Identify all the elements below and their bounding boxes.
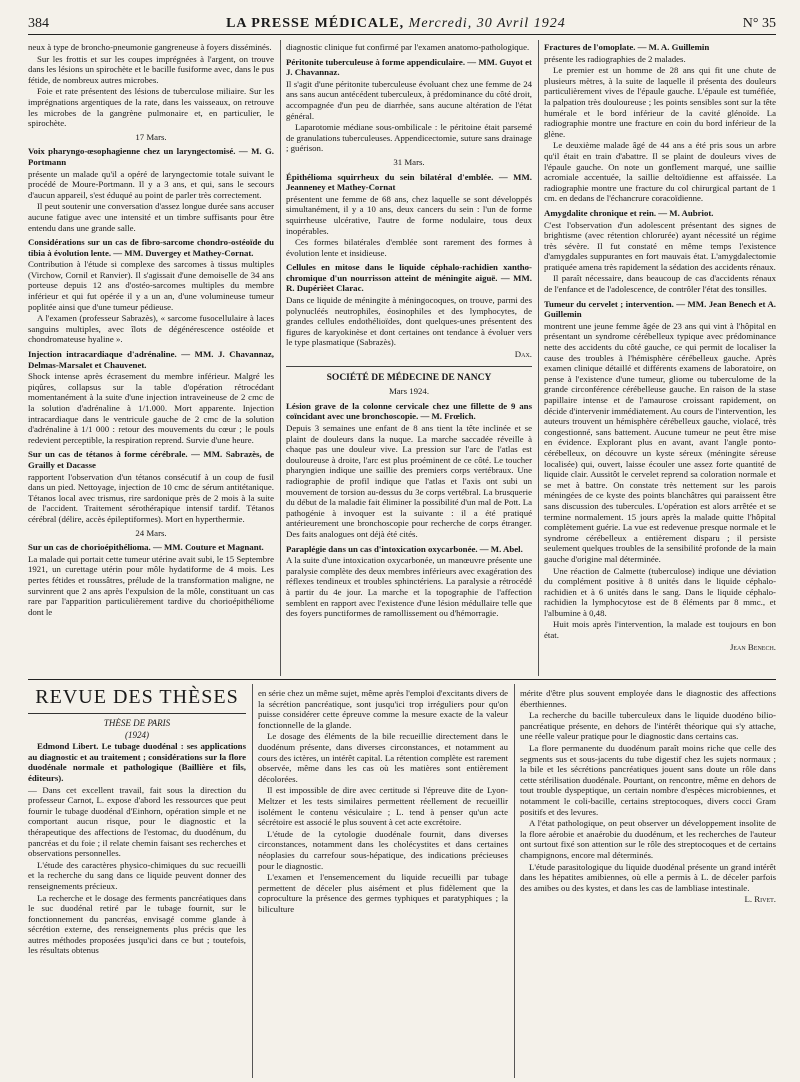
paragraph: Huit mois après l'intervention, la malade est toujours en bon état. [544,619,776,641]
paragraph: — Dans cet excellent travail, fait sous la direction du professeur Carnot, L. expose d'abord les ressources que peut fournir le tubage duodénal d'Einhorn, opération simple et ne comportant aucun risque, pour le diagnostic et la thérapeutique des affections de l'estomac, du duodénum, du pancréas et du foie ; il relate chemin faisant ses recherches et observations personnelles. [28,784,246,859]
article-heading: Sur un cas de tétanos à forme cérébrale. — MM. Sabrazès, de Grailly et Dacasse [28,449,274,470]
paragraph: présentent une femme de 68 ans, chez laquelle se sont développés simultanément, il y a 10 ans, deux cancers du sein : l'un de forme squirrheuse ulcérative, l'autre de forme nodulaire, tous deux inopérables. [286,193,532,236]
thesis-reference: Edmond Libert. Le tubage duodénal : ses applications au diagnostic et au traitement ; considérations sur la flore duodénale normale et pathologique (Baillière et fils, éditeurs). [28,741,246,783]
paragraph: montrent une jeune femme âgée de 23 ans qui vint à l'hôpital en présentant un syndrome cérébelleux typique avec prédominance nette des accidents du côté gauche, ce qui permit de localiser la cause des troubles à l'hémisphère cérébelleux gauche. Après examen clinique détaillé et différents examens de laboratoire, on pense à l'existence d'une tumeur, gliome ou tuberculome de la grande circonférence cérébelleuse gauche. En raison de la stase papillaire intense et de l'amaurose croissant rapidement, on décide d'intervenir immédiatement. Au cours de l'intervention, les auteurs trouvent un hémisphère cérébelleux gauche, violacé, très congestionné, sans battement. Aucune tumeur ne peut être mise en évidence. Explorant plus en avant, avant l'angle ponto-cérébelleux, on découvre un kyste séreux (méningite séreuse localisée) qui, ouvert, laisse écouler une assez forte quantité de liquide clair. Aussitôt le cervelet reprend sa coloration normale et se met à battre. On constate très nettement sur les parois méningées de ce kyste des points blanchâtres qui paraissent être sans discussion des tubercules. L'opération est alors arrêtée et se termine normalement. 15 jours après la malade quitte l'hôpital complètement guérie. La vue est redevenue presque normale et le syndrome cérébelleux a entièrement disparu ; il persiste seulement quelques troubles de la sensibilité profonde de la main gauche d'origine mal déterminée. [544,320,776,564]
article-heading: Épithélioma squirrheux du sein bilatéral d'emblée. — MM. Jeanneney et Mathey-Cornat [286,171,532,193]
column-divider [252,684,253,1078]
issue-date: Mercredi, 30 Avril 1924 [408,16,566,31]
paragraph: L'étude de la cytologie duodénale fournit, dans diverses circonstances, notamment dans les cholécystites et dans certaines néoplasies du carrefour sous-hépatique, des indications précieuses pour le diagnostic. [258,828,508,871]
revue-column-2 [258,688,508,1078]
issue-number: N° 35 [742,16,776,31]
paragraph: La flore permanente du duodénum paraît moins riche que celle des segments sus et sous-jacents du tube digestif chez les sujets normaux ; la bile et les sécrétions pancréatiques jouent sans doute un rôle dans cette stérilisation duodénale. Pourtant, on rencontre, même en dehors de tout trouble dyspeptique, un certain nombre d'espèces microbiennes, et notamment le coli-bacille, certains streptocoques, divers cocci Gram positifs et des levures. [520,742,776,817]
society-heading: SOCIÉTÉ DE MÉDECINE DE NANCY [286,366,532,384]
thesis-year: (1924) [125,729,149,740]
paragraph: diagnostic clinique fut confirmé par l'examen anatomo-pathologique. [286,42,530,52]
page-number: 384 [28,16,49,31]
article-heading: Amygdalite chronique et rein. — M. Aubriot. [544,207,714,218]
paragraph: A l'état pathologique, on peut observer un développement insolite de la flore aérobie et anaérobie du duodénum, et les recherches de l'auteur ont surtout fixé son attention sur le rôle des streptocoques et de certains champignons, encore mal déterminés. [520,818,776,860]
article-heading: Injection intracardiaque d'adrénaline. — MM. J. Chavannaz, Delmas-Marsalet et Chauvenet. [28,349,274,370]
journal-title: LA PRESSE MÉDICALE, Mercredi, 30 Avril 1924 [226,16,566,31]
article-heading: Considérations sur un cas de fibro-sarcome chondro-ostéoïde du tibia à évolution lente. — MM. Duvergey et Mathey-Cornat. [28,237,274,258]
column-1 [28,42,274,674]
paragraph: Il est impossible de dire avec certitude si l'épreuve dite de Lyon-Meltzer et les tests similaires permettent réellement de recueillir isolément le contenu vésiculaire ; L. tend à penser qu'un acte sécrétoire est associé le plus souvent à cet acte excrétoire. [258,785,508,828]
article-heading: Voix pharyngo-œsophagienne chez un laryngectomisé. — M. G. Portmann [28,146,274,167]
paragraph: Il s'agit d'une péritonite tuberculeuse évoluant chez une femme de 24 ans sans aucun antécédent tuberculeux, à prédominance du côté droit, accompagnée d'un peu de diarrhée, sans aucune altération de l'état général. [286,78,532,121]
signature: L. Rivet. [744,894,776,905]
paragraph: rapportent l'observation d'un tétanos consécutif à un coup de fusil dans un pied. Nettoyage, injection de 10 cmc de sérum antitétanique. Tétanos local avec trismus, rire sardonique près de 2 mois à la suite de l'accident. Traitement sérothérapique intensif tardif. Tétanos cérébral (délire, accès épileptiformes). Mort en hyperthermie. [28,471,274,524]
article-heading: Péritonite tuberculeuse à forme appendiculaire. — MM. Guyot et J. Chavannaz. [286,56,532,78]
article-heading: Paraplégie dans un cas d'intoxication oxycarbonée. — M. Abel. [286,543,523,554]
signature: Jean Benech. [729,641,776,652]
paragraph: Depuis 3 semaines une enfant de 8 ans tient la tête inclinée et se plaint de douleurs dans la nuque. La marche saccadée réveille à chaque pas une douleur vive. La pression sur l'arc de l'atlas est douloureuse à droite, l'arc est plus proéminent de ce côté. Le toucher pharyngien indique une saillie des premiers corps vertébraux. Une radiographie de profil indique que l'atlas et l'axis ont subi un mouvement de torsion au-dessus du 3e corps vertébral. La brusquerie du début de la maladie fait éliminer la possibilité d'un mal de Pott. La pathogénie à invoquer est la suivante : il a été pratiqué antérieurement une bronchoscopie pour recherche de corps étranger. Des faits analogues ont déjà été cités. [286,423,532,539]
paragraph: mérite d'être plus souvent employée dans le diagnostic des affections éberthiennes. [520,688,776,709]
revue-column-3 [520,688,776,1078]
revue-column-1 [28,718,246,1078]
paragraph: Il peut soutenir une conversation d'assez longue durée sans accuser aucune fatigue avec une intensité et un timbre suffisants pour être entendu dans une grande salle. [28,201,274,233]
session-date: 24 Mars. [135,527,167,538]
article-heading: Cellules en mitose dans le liquide céphalo-rachidien xantho-chromique d'un nourrisson atteint de méningite aiguë. — MM. R. Dupérièet Clarac. [286,262,532,294]
paragraph: La malade qui portait cette tumeur utérine avait subi, le 15 Septembre 1921, un curettage utérin pour môle hydatiforme de 4 mois. Les pertes fétides et roussâtres, prélude de la transformation maligne, ne survinrent que 2 ans après l'expulsion de la môle, constituant un cas rare par l'apparition particulièrement tardive du chorioépithéliome dont le [28,553,274,617]
thesis-subtitle: THÈSE DE PARIS [103,718,171,728]
session-date: 17 Mars. [135,131,167,142]
paragraph: L'étude des caractères physico-chimiques du suc recueilli et la recherche du sang dans ce liquide peuvent donner des renseignements précieux. [28,859,246,891]
paragraph: Sur les frottis et sur les coupes imprégnées à l'argent, on trouve dans les lésions un spirochète et le bacille fusiforme avec, dans le pus fétide, de nombreux autres microbes. [28,53,274,85]
revue-title: REVUE DES THÈSES [28,686,246,714]
section-rule [28,679,776,680]
column-divider [538,40,539,676]
paragraph: en série chez un même sujet, même après l'emploi d'excitants divers de la sécrétion pancréatique, sont jusqu'ici trop irréguliers pour qu'on puisse considérer cette épreuve comme la mesure exacte de la valeur fonctionnelle de la glande. [258,688,508,730]
paragraph: Shock intense après écrasement du membre inférieur. Malgré les piqûres, collapsus sur la table d'opération rétrocédant momentanément à la suite d'une injection intraveineuse de 2 cmc de la solution d'adrénaline à 1/1.000. Mort apparente. Injection intracardiaque dans le ventricule gauche de 2 cmc de la solution d'adrénaline à 1/1 000 : retour des mouvements du cœur ; le pouls redevient perceptible, la respiration reprend. Survie d'une heure. [28,371,274,445]
paragraph: Ces formes bilatérales d'emblée sont rarement des formes à évolution lente et insidieuse. [286,237,532,258]
article-heading: Sur un cas de chorioépithélioma. — MM. Couture et Magnant. [28,542,264,553]
paragraph: Le deuxième malade âgé de 44 ans a été pris sous un arbre qu'il était en train d'abattre. Il se plaint de douleurs vives de l'épaule gauche. On note un gonflement marqué, une saillie acromiale accentuée, la saillie deltoïdienne est affaissée. La radiographie montre une fracture du col chirurgical partant de 1 cm. en dedans de l'échancrure coracoïdienne. [544,140,776,204]
paragraph: Laparotomie médiane sous-ombilicale : le péritoine était parsemé de granulations tuberculeuses. Appendicectomie, suture sans drainage ; guérison. [286,122,532,154]
paragraph: neux à type de broncho-pneumonie gangreneuse à foyers disséminés. [28,42,272,52]
column-2 [286,42,532,674]
article-heading: Lésion grave de la colonne cervicale chez une fillette de 9 ans coïncidant avec une bronchoscopie. — M. Frœlich. [286,400,532,422]
paragraph: Une réaction de Calmette (tuberculose) indique une déviation du complément positive à 8 unités dans le liquide céphalo-rachidien et à 6 unités dans le sang. Dans le liquide céphalo-rachidien la lymphocytose est de 8 éléments par 8 mmc., et l'albumine à 0,48. [544,565,776,618]
paragraph: La recherche et le dosage des ferments pancréatiques dans le suc duodénal retiré par le tubage fournit, sur le fonctionnement du pancréas, envisagé comme glande à sécrétion externe, des renseignements plus précis que les autres méthodes proposées jusqu'ici dans ce but ; toutefois, les résultats obtenus [28,892,246,956]
article-heading: Tumeur du cervelet ; intervention. — MM. Jean Benech et A. Guillemin [544,298,776,320]
paragraph: La recherche du bacille tuberculeux dans le liquide duodéno bilio-pancréatique présente, en dehors de l'intérêt théorique qui s'y attache, une réelle valeur pratique pour le diagnostic dans certains cas. [520,710,776,742]
paragraph: Le premier est un homme de 28 ans qui fit une chute de plusieurs mètres, à la suite de laquelle il présenta des douleurs particulièrement vives de l'épaule gauche. L'épaule est tuméfiée, la palpation très douloureuse ; les points sensibles sont sur la tête humérale et le bord inférieur de la cavité glénoïde. La radiographie montre une fracture en coin du bord inférieur de la glène. [544,65,776,139]
session-date: 31 Mars. [393,156,425,167]
column-3 [544,42,776,674]
column-divider [280,40,281,676]
paragraph: C'est l'observation d'un adolescent présentant des signes de brightisme (avec rétention chlorurée) ayant nécessité un régime très sévère. Il fut constaté en même temps l'existence d'amygdales suppurantes en fort mauvais état. L'amygdalectomie pratiquée amena très rapidement la sédation des accidents rénaux. [544,219,776,272]
page-header [28,8,776,35]
paragraph: A la suite d'une intoxication oxycarbonée, un manœuvre présente une paralysie complète des deux membres inférieurs avec exagération des réflexes tendineux et troubles sphinctériens. La paralysie a rétrocédé à partir du 4e jour. La marche et la topographie de l'affection semblent en rapport avec l'existence d'une lésion médullaire telle que des foyers punctiformes de ramollissement ou d'hémorragie. [286,555,532,619]
signature: Dax. [514,349,532,360]
paragraph: Le dosage des éléments de la bile recueillie directement dans le duodénum présente, dans diverses circonstances, et notamment au cours des ictères, un intérêt capital. La rétention complète est rarement observée, même dans les cas où les matières sont entièrement décolorées. [258,731,508,784]
paragraph: Contribution à l'étude si complexe des sarcomes à tissus multiples (Virchow, Cornil et Ranvier). Il s'agissait d'une demoiselle de 34 ans porteuse depuis 12 ans d'ostéo-sarcomes multiples du membre inférieur et qui fut opérée il y a un an, d'une volumineuse tumeur poplitée ainsi que d'une tumeur pédieuse. [28,259,274,312]
paragraph: L'étude parasitologique du liquide duodénal présente un grand intérêt dans les hépatites amibiennes, où elle a permis à L. de déceler parfois des amibes ou des kystes, et dans les cas de lambliase intestinale. [520,861,776,893]
paragraph: présente un malade qu'il a opéré de laryngectomie totale suivant le procédé de Moure-Portmann. Il y a 3 ans, et qui, sans le secours d'aucun appareil, s'est éduqué au point de parler très correctement. [28,168,274,200]
paragraph: présente les radiographies de 2 malades. [544,53,686,64]
paragraph: Dans ce liquide de méningite à méningocoques, on trouve, parmi des polynucléés neutrophiles, éosinophiles et des lymphocytes, de grandes cellules endothélioïdes, dont quelques-unes présentent des figures de karyokinèse et dont certaines ont tendance à évoluer vers le type plasmatique (Sabrazès). [286,295,532,348]
article-heading: Fractures de l'omoplate. — M. A. Guillemin [544,42,710,52]
session-date: Mars 1924. [388,386,430,397]
column-divider [514,684,515,1078]
paragraph: Foie et rate présentent des lésions de tuberculose miliaire. Sur les imprégnations argentiques de la rate, dans les vaisseaux, on retrouve les microbes de la gangrène pulmonaire et, en particulier, le spirochète. [28,86,274,129]
paragraph: L'examen et l'ensemencement du liquide recueilli par tubage permettent de déceler plus aisément et plus fidèlement que la coproculture la présence des germes typhiques et paratyphiques ; la biliculture [258,872,508,914]
paragraph: Il paraît nécessaire, dans beaucoup de cas d'accidents rénaux de l'enfance et de l'adolescence, de contrôler l'état des tonsilles. [544,273,776,295]
paragraph: A l'examen (professeur Sabrazès), « sarcome fusocellulaire à laces sanguins multiples, avec îlots de dégénérescence ostéoïde et chondromateuse hyaline ». [28,313,274,345]
